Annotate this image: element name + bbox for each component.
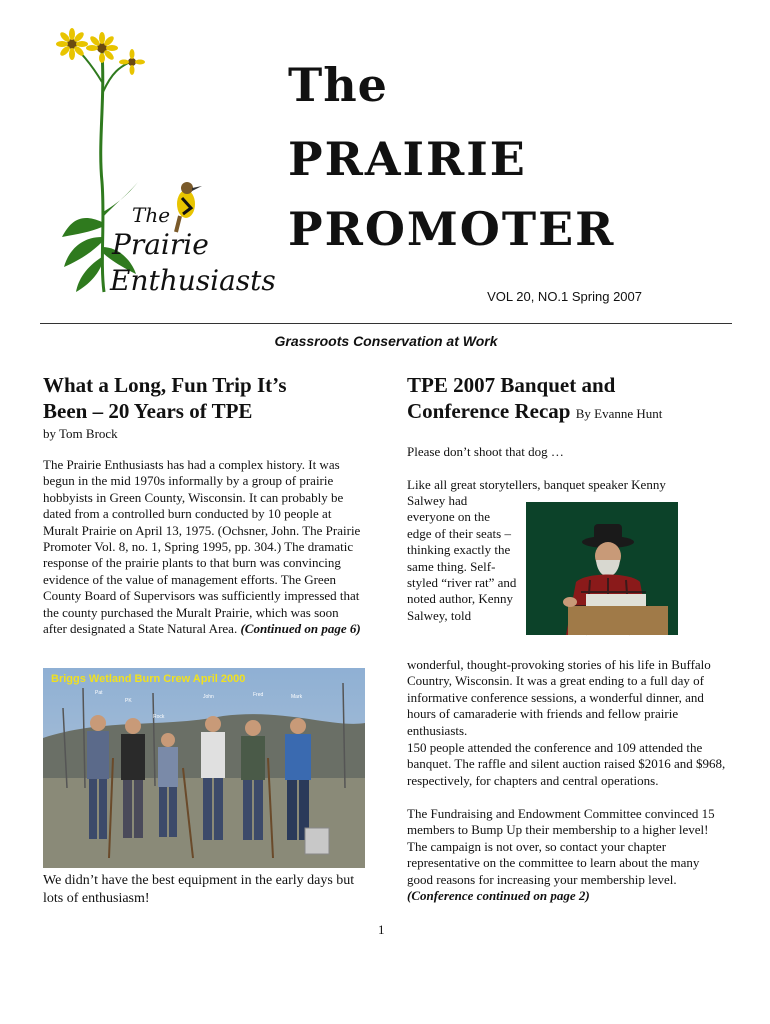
burn-crew-photo [43,668,365,868]
right-article-p3 [407,806,727,904]
photo-label: Rock [153,714,165,720]
right-headline-line1: TPE 2007 Banquet and [407,373,616,397]
left-article-byline: by Tom Brock [43,426,118,441]
right-article-p3-text: The Fundraising and Endowment Committee convinced 15 members to Bump Up their membership to a higher level! The campaign is not over, so contact your chapter representative on the committee to learn about the many good reasons for increasing your membership level. [407,806,715,887]
left-article-body [43,457,365,637]
right-article-p2: 150 people attended the conference and 109 attended the banquet. The raffle and silent auction raised $2016 and $968, respectively, for chapters and central operations. [407,740,726,788]
volume-info: VOL 20, NO.1 Spring 2007 [487,289,642,304]
left-headline-line2: Been – 20 Years of TPE [43,399,253,423]
tagline: Grassroots Conservation at Work [274,333,498,349]
right-article-p1-full: wonderful, thought-provoking stories of his life in Buffalo Country, Wisconsin. It was a great ending to a full day of informative conference sessions, a wonderful dinner, and hours of camaraderie with friends and fellow prairie enthusiasts. [407,657,711,738]
logo-text-the: The [132,203,171,227]
photo-title: Briggs Wetland Burn Crew April 2000 [51,673,246,685]
left-article-headline [43,372,373,424]
photo-label: Fred [253,692,264,698]
title-line-promoter: PROMOTER [288,202,616,256]
right-article-p1-narrow: Salwey had everyone on the edge of their seats – thinking exactly the same thing. Self-styled “river rat” and noted author, Kenny Salwey, told [407,493,517,623]
speaker-photo [526,502,678,635]
right-article-byline: By Evanne Hunt [575,406,663,421]
photo-label: Mark [291,694,303,700]
meadowlark-icon [176,182,202,232]
photo-label: John [203,694,214,700]
logo-text-enthusiasts: Enthusiasts [110,264,276,297]
right-headline-line2: Conference Recap [407,399,571,423]
photo-caption: We didn’t have the best equipment in the early days but lots of enthusiasm! [43,873,355,906]
title-line-prairie: PRAIRIE [288,132,527,186]
logo-text-prairie: Prairie [112,228,209,261]
right-article-intro: Please don’t shoot that dog … [407,444,564,459]
page-number: 1 [378,922,385,937]
flower-icon [56,28,88,60]
right-article-p1-top: Like all great storytellers, banquet speaker Kenny [407,477,666,492]
photo-label: PK [125,698,132,704]
photo-label: Pat [95,690,103,696]
left-article-text: The Prairie Enthusiasts has had a complex history. It was begun in the mid 1970s informally by a group of prairie hobbyists in Green County, Wisconsin. It can probably be dated from a controlled burn conducted by 10 people at Muralt Prairie on April 13, 1975. (Ochsner, John. The Prairie Promoter Vol. 8, no. 1, Spring 1995, pp. 304.) The dramatic response of the prairie plants to that burn was convincing evidence of the value of management efforts. The Green County Board of Supervisors was sufficiently impressed that the county purchased the Muralt Prairie, which was soon after designated a State Natural Area. [43,457,361,637]
left-article-continued: (Continued on page 6) [237,621,361,637]
masthead-divider [40,323,732,324]
right-article-headline [407,372,737,427]
title-line-the: The [288,58,388,112]
right-article-continued: (Conference continued on page 2) [407,888,590,904]
left-headline-line1: What a Long, Fun Trip It’s [43,373,287,397]
prairie-enthusiasts-logo [50,22,276,302]
